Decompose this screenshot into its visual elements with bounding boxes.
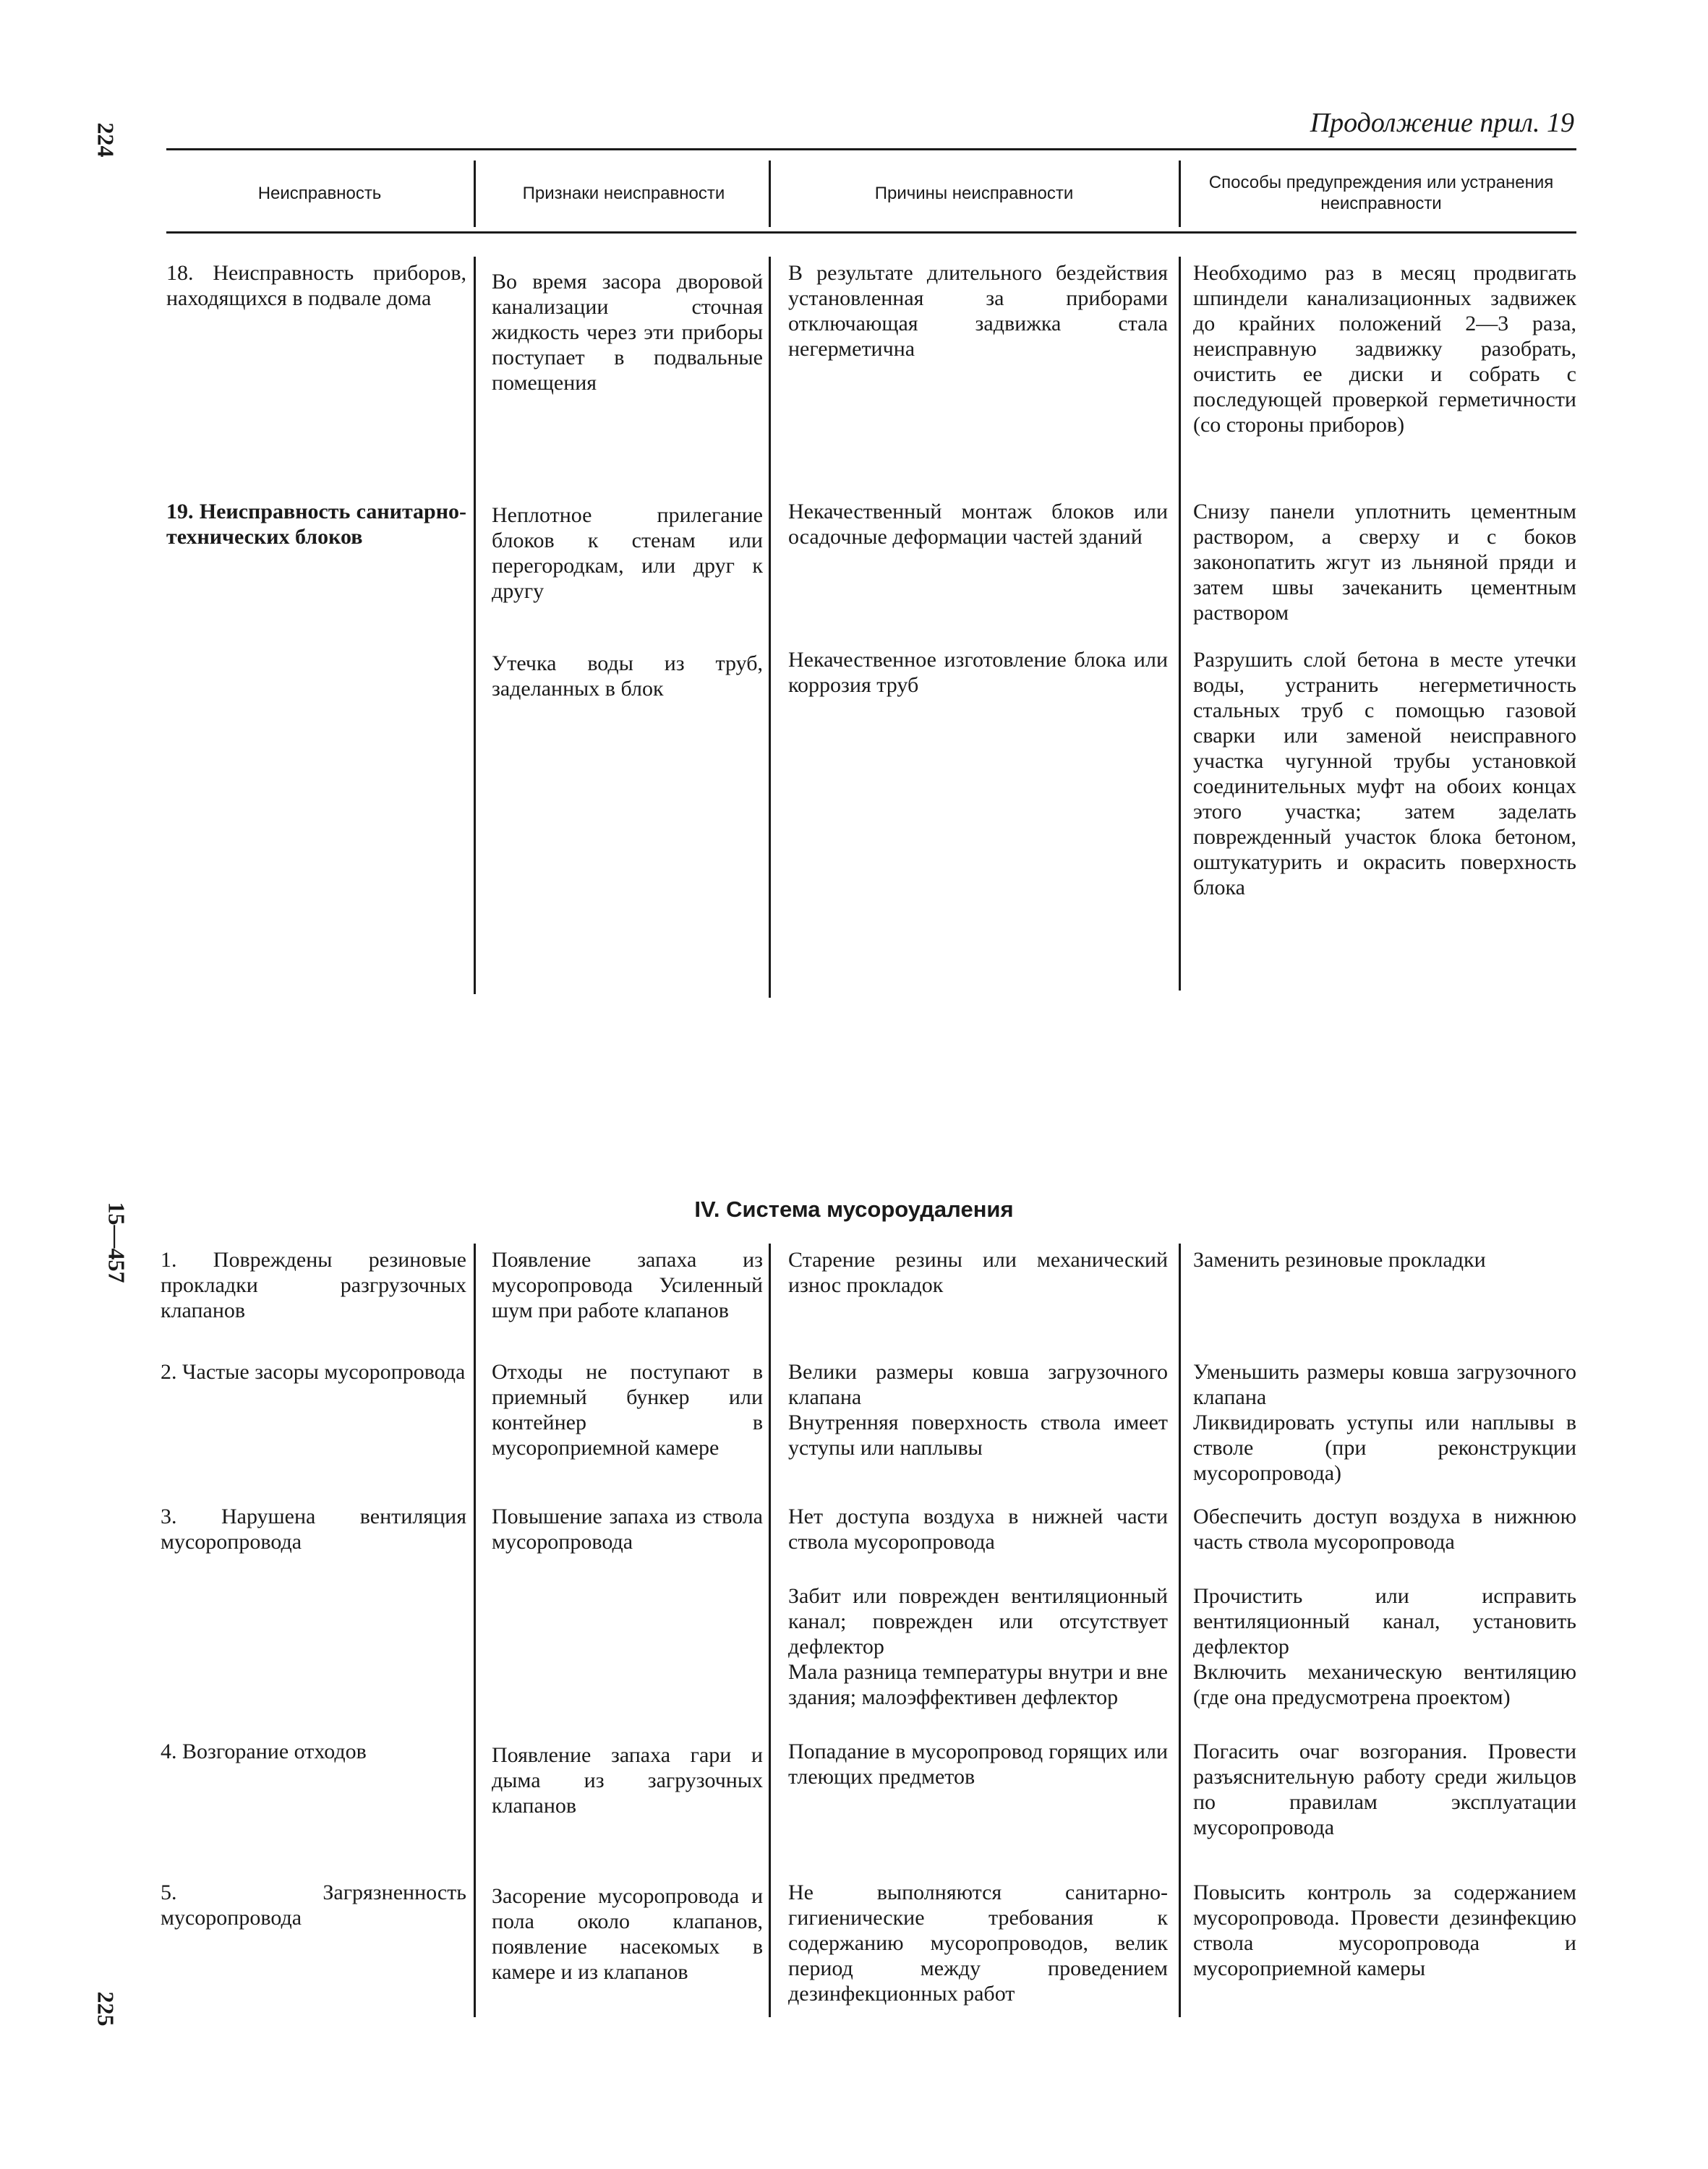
remedy-cell: Погасить очаг возгорания. Провести разъяснительную работу среди жильцов по правилам эксплуатации мусоропровода <box>1193 1740 1576 1839</box>
fault-cell: 4. Возгорание отходов <box>161 1740 367 1763</box>
column-divider <box>769 257 771 998</box>
fault-cell: 3. Нарушена вентиляция мусоропровода <box>161 1505 466 1554</box>
remedy-cell: Уменьшить размеры ковша загрузочного клапана <box>1193 1360 1576 1409</box>
remedy-cell: Включить механическую вентиляцию (где она предусмотрена проектом) <box>1193 1660 1576 1709</box>
causes-cell: Не выполняются санитарно-гигиенические требования к содержанию мусоропроводов, велик период между проведением дезинфекционных работ <box>788 1881 1168 2006</box>
header-signs: Признаки неисправности <box>522 183 725 203</box>
causes-cell: Нет доступа воздуха в нижней части ствола мусоропровода <box>788 1505 1168 1554</box>
signs-cell: Отходы не поступают в приемный бункер или контейнер в мусороприемной камере <box>492 1360 763 1460</box>
signs-cell: Во время засора дворовой канализации сточная жидкость через эти приборы поступает в подвальные помещения <box>492 270 763 395</box>
column-divider <box>474 257 476 994</box>
causes-cell: Велики размеры ковша загрузочного клапана <box>788 1360 1168 1409</box>
page-number-bottom: 225 <box>93 1991 119 2027</box>
continuation-label: Продолжение прил. 19 <box>1310 108 1574 138</box>
causes-cell: В результате длительного бездействия установленная за приборами отключающая задвижка стала негерметична <box>788 261 1168 361</box>
signs-cell: Утечка воды из труб, заделанных в блок <box>492 651 763 701</box>
header-divider <box>1179 161 1181 227</box>
fault-cell: 1. Повреждены резиновые прокладки разгрузочных клапанов <box>161 1248 466 1322</box>
remedy-cell: Обеспечить доступ воздуха в нижнюю часть ствола мусоропровода <box>1193 1505 1576 1554</box>
fault-cell: 19. Неисправность санитарно-технических блоков <box>166 500 466 549</box>
column-divider <box>769 1244 771 2017</box>
header-bottom-rule <box>166 231 1576 234</box>
header-divider <box>474 161 476 227</box>
signature-mark: 15—457 <box>103 1202 130 1283</box>
fault-cell: 5. Загрязненность мусоропровода <box>161 1881 466 1930</box>
column-divider <box>474 1244 476 2017</box>
page-number-top: 224 <box>93 122 119 158</box>
fault-cell: 18. Неисправность приборов, находящихся в подвале дома <box>166 261 466 310</box>
signs-cell: Неплотное прилегание блоков к стенам или перегородкам, или друг к другу <box>492 503 763 603</box>
remedy-cell: Ликвидировать уступы или наплывы в стволе (при реконструкции мусоропровода) <box>1193 1411 1576 1485</box>
remedy-cell: Необходимо раз в месяц продвигать шпиндели канализационных задвижек до крайних положений 2—3 раза, неисправную задвижку разобрать, очистить ее диски и собрать с последующей проверкой герметичности (со стороны приборов) <box>1193 261 1576 437</box>
section-title: IV. Система мусороудаления <box>694 1197 1014 1222</box>
header-fault: Неисправность <box>257 183 382 203</box>
causes-cell: Некачественное изготовление блока или коррозия труб <box>788 648 1168 697</box>
signs-cell: Появление запаха из мусоропровода Усиленный шум при работе клапанов <box>492 1248 763 1322</box>
header-top-rule <box>166 148 1576 150</box>
remedy-cell: Повысить контроль за содержанием мусоропровода. Провести дезинфекцию ствола мусоропровода и мусороприемной камеры <box>1193 1881 1576 1980</box>
causes-cell: Мала разница температуры внутри и вне здания; малоэффективен дефлектор <box>788 1660 1168 1709</box>
remedy-cell: Снизу панели уплотнить цементным раствором, а сверху и с боков законопатить жгут из льняной пряди и затем швы зачеканить цементным раствором <box>1193 500 1576 625</box>
causes-cell: Некачественный монтаж блоков или осадочные деформации частей зданий <box>788 500 1168 549</box>
header-causes: Причины неисправности <box>874 183 1074 203</box>
causes-cell: Попадание в мусоропровод горящих или тлеющих предметов <box>788 1740 1168 1789</box>
signs-cell: Появление запаха гари и дыма из загрузочных клапанов <box>492 1743 763 1818</box>
header-divider <box>769 161 771 227</box>
remedy-cell: Заменить резиновые прокладки <box>1193 1248 1486 1272</box>
causes-cell: Старение резины или механический износ прокладок <box>788 1248 1168 1297</box>
fault-cell: 2. Частые засоры мусоропровода <box>161 1360 466 1384</box>
column-divider <box>1179 1244 1181 2017</box>
column-divider <box>1179 257 1181 991</box>
remedy-cell: Разрушить слой бетона в месте утечки воды, устранить негерметичность стальных труб с помощью газовой сварки или заменой неисправного участка чугунной трубы установкой соединительных муфт на обоих концах этого участка; затем заделать поврежденный участок блока бетоном, оштукатурить и окрасить поверхность блока <box>1193 648 1576 899</box>
causes-cell: Внутренняя поверхность ствола имеет уступы или наплывы <box>788 1411 1168 1460</box>
signs-cell: Повышение запаха из ствола мусоропровода <box>492 1505 763 1554</box>
remedy-cell: Прочистить или исправить вентиляционный канал, установить дефлектор <box>1193 1584 1576 1659</box>
causes-cell: Забит или поврежден вентиляционный канал; поврежден или отсутствует дефлектор <box>788 1584 1168 1659</box>
header-remedy: Способы предупреждения или устранения неисправности <box>1208 173 1554 213</box>
signs-cell: Засорение мусоропровода и пола около клапанов, появление насекомых в камере и из клапанов <box>492 1884 763 1984</box>
